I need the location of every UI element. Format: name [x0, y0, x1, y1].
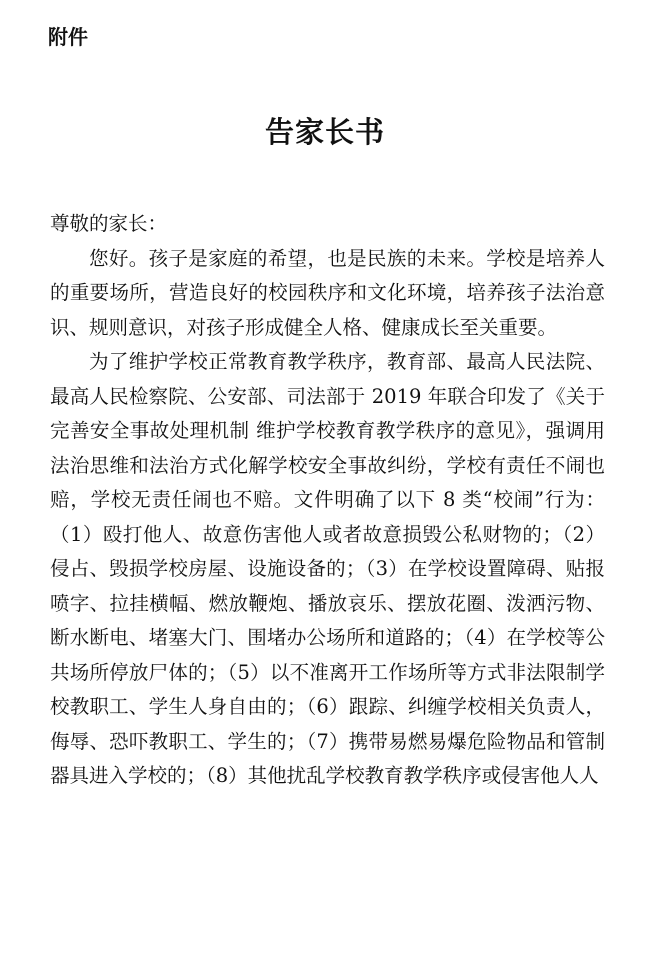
document-body: [50, 207, 605, 794]
salutation: 尊敬的家长：: [50, 212, 168, 235]
paragraph-greeting: 您好。孩子是家庭的希望，也是民族的未来。学校是培养人的重要场所，营造良好的校园秩序和文化环境，培养孩子法治意识、规则意识，对孩子形成健全人格、健康成长至关重要。: [50, 246, 605, 339]
paragraph-regulations: 为了维护学校正常教育教学秩序，教育部、最高人民法院、最高人民检察院、公安部、司法部于 2019 年联合印发了《关于完善安全事故处理机制 维护学校教育教学秩序的意见》，强调用法治思维和法治方式化解学校安全事故纠纷，学校有责任不闹也赔，学校无责任闹也不赔。文件明确了以下 8 类“校闹”行为：（1）殴打他人、故意伤害他人或者故意损毁公私财物的；（2）侵占、毁损学校房屋、设施设备的；（3）在学校设置障碍、贴报喷字、拉挂横幅、燃放鞭炮、播放哀乐、摆放花圈、泼洒污物、断水断电、堵塞大门、围堵办公场所和道路的；（4）在学校等公共场所停放尸体的；（5）以不准离开工作场所等方式非法限制学校教职工、学生人身自由的；（6）跟踪、纠缠学校相关负责人，侮辱、恐吓教职工、学生的；（7）携带易燃易爆危险物品和管制器具进入学校的；（8）其他扰乱学校教育教学秩序或侵害他人人: [50, 350, 605, 787]
document-title: 告家长书: [264, 115, 385, 149]
attachment-label: 附件: [48, 25, 88, 49]
